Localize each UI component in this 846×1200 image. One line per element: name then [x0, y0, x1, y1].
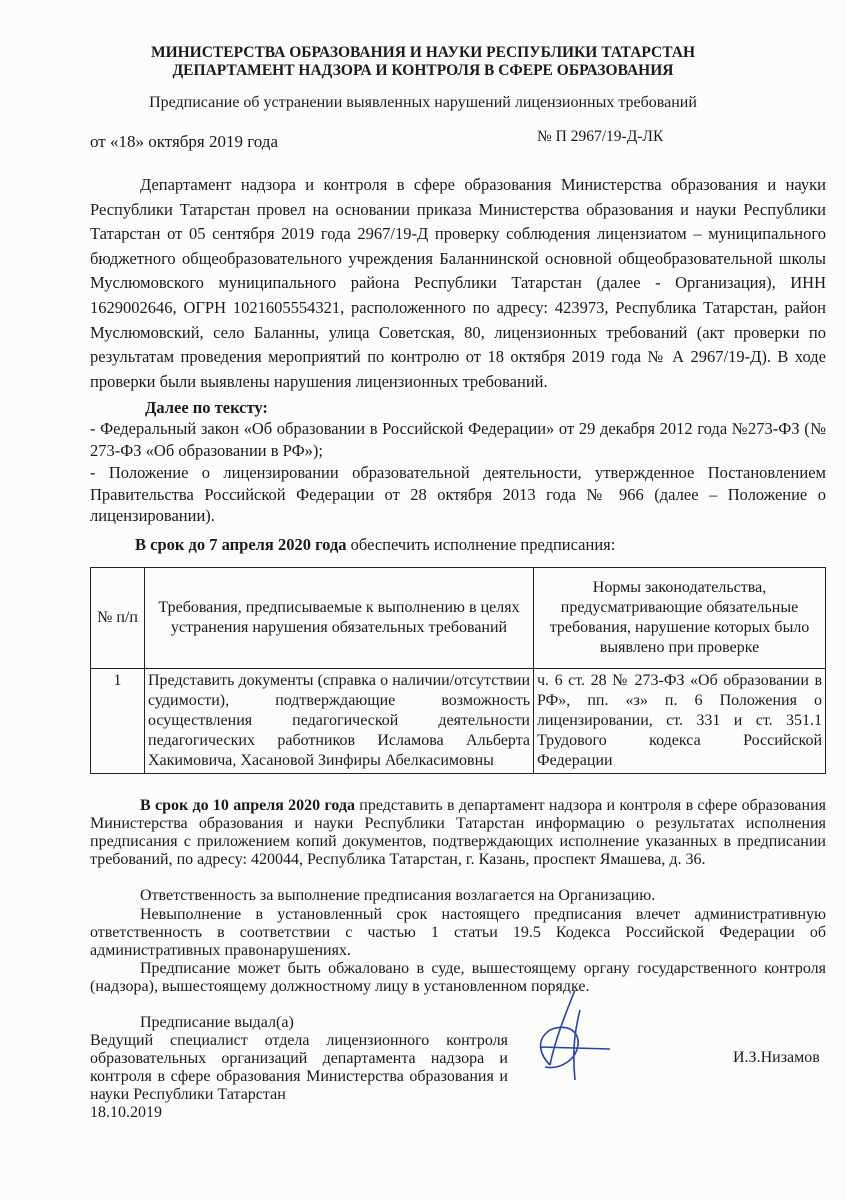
document-number: № П 2967/19-Д-ЛК [537, 128, 664, 145]
deadline-2 [90, 797, 826, 869]
sign-date: 18.10.2019 [90, 1104, 162, 1121]
further-item: - Федеральный закон «Об образовании в Российской Федерации» от 29 декабря 2012 года №273-ФЗ (№ 273-ФЗ «Об образовании в РФ»); [90, 419, 826, 460]
deadline-1-date: В срок до 7 апреля 2020 года [135, 535, 347, 554]
responsibility-text: Ответственность за выполнение предписания возлагается на Организацию. [140, 887, 656, 904]
further-heading: Далее по тексту: [145, 398, 268, 417]
further-item: - Положение о лицензировании образовательной деятельности, утвержденное Постановлением Правительства Российской Федерации от 28 октября 2013 года № 966 (далее – Положение о лицензировании). [90, 463, 826, 525]
signer-name: И.З.Низамов [733, 1049, 820, 1066]
col-number-header: № п/п [91, 568, 145, 669]
ministry-title: МИНИСТЕРСТВА ОБРАЗОВАНИЯ И НАУКИ РЕСПУБЛИКИ ТАТАРСТАН [150, 44, 696, 61]
issuer-position: Ведущий специалист отдела лицензионного контроля образовательных организаций департамента надзора и контроля в сфере образования Министерства образования и науки Республики Татарстан [90, 1032, 508, 1103]
deadline-2-date: В срок до 10 апреля 2020 года [140, 797, 355, 814]
col-norms-header: Нормы законодательства, предусматривающие обязательные требования, нарушение которых было выявлено при проверке [534, 568, 826, 669]
issued-by-label: Предписание выдал(а) [140, 1014, 294, 1031]
department-title: ДЕПАРТАМЕНТ НАДЗОРА И КОНТРОЛЯ В СФЕРЕ ОБРАЗОВАНИЯ [172, 62, 674, 79]
deadline-1-text: обеспечить исполнение предписания: [346, 535, 616, 554]
deadline-2-text: представить в департамент надзора и контроля в сфере образования Министерства образования и науки Республики Татарстан информацию о результатах исполнения предписания с приложением копий документов, подтверждающих исполнение указанных в предписании требований, по адресу: 420044, Республика Татарстан, г. Казань, проспект Ямашева, д. 36. [90, 797, 827, 868]
intro-paragraph: Департамент надзора и контроля в сфере образования Министерства образования и науки Республики Татарстан провел на основании приказа Министерства образования и науки Республики Татарстан от 05 сентября 2019 года 2967/19-Д проверку соблюдения лицензиатом – муниципального бюджетного общеобразовательного учреждения Баланнинской основной общеобразовательной школы Муслюмовского муниципального района Республики Татарстан (далее - Организация), ИНН 1629002646, ОГРН 1021605554321, расположенного по адресу: 423973, Республика Татарстан, район Муслюмовский, село Баланны, улица Советская, 80, лицензионных требований (акт проверки по результатам проведения мероприятий по контролю от 18 октября 2019 года № А 2967/19-Д). В ходе проверки были выявлены нарушения лицензионных требований. [90, 175, 826, 391]
row-norms: ч. 6 ст. 28 № 273-ФЗ «Об образовании в РФ», пп. «з» п. 6 Положения о лицензировании, ст. 331 и ст. 351.1 Трудового кодекса Российской Федерации [534, 669, 826, 774]
row-requirement: Представить документы (справка о наличии/отсутствии судимости), подтверждающие возможность осуществления педагогической деятельности педагогических работников Исламова Альберта Хакимовича, Хасановой Зинфиры Абелкасимовны [145, 669, 534, 774]
signature-image [520, 985, 620, 1085]
document-date: от «18» октября 2019 года [90, 132, 278, 151]
deadline-1 [135, 534, 615, 556]
appeal-text: Предписание может быть обжаловано в суде, вышестоящему органу государственного контроля (надзора), вышестоящему должностному лицу в установленном порядке. [90, 960, 826, 995]
col-requirement-header: Требования, предписываемые к выполнению в целях устранения нарушения обязательных требований [145, 568, 534, 669]
row-number: 1 [91, 669, 145, 774]
requirements-table [90, 567, 826, 774]
table-row [91, 669, 826, 774]
document-subtitle: Предписание об устранении выявленных нарушений лицензионных требований [149, 94, 697, 111]
table-header-row [91, 568, 826, 669]
noncompliance-text: Невыполнение в установленный срок настоящего предписания влечет административную ответственность в соответствии с частью 1 статьи 19.5 Кодекса Российской Федерации об административных правонарушениях. [90, 906, 826, 959]
